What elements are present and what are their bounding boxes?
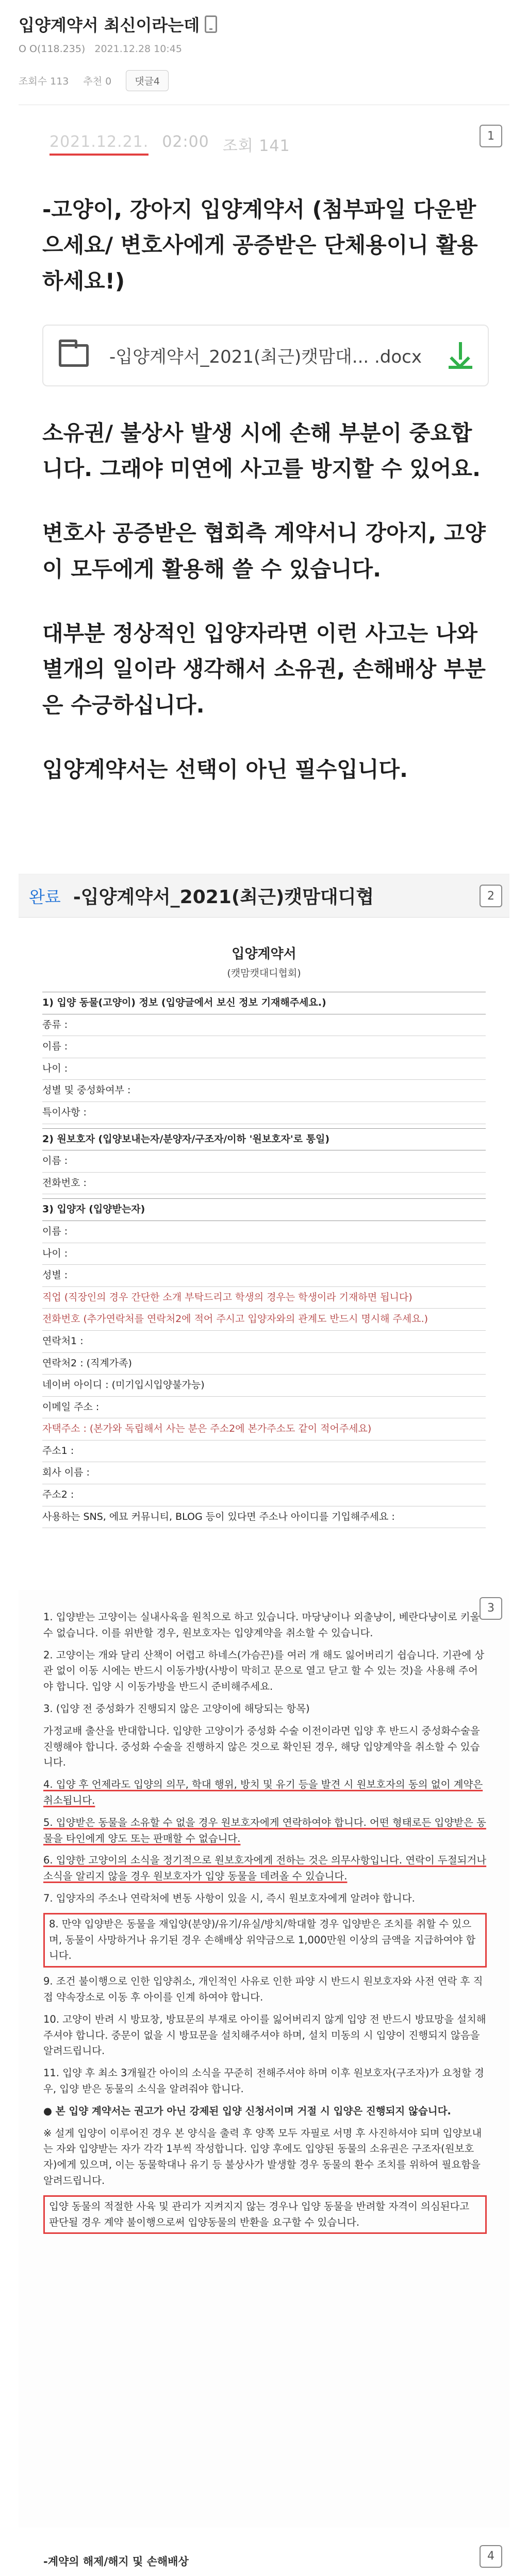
- likes-count: 추천 0: [83, 76, 112, 87]
- form-row: 네이버 아이디 : (미기입시입양불가능): [42, 1375, 486, 1397]
- paragraph-notary: 변호사 공증받은 협회측 계약서니 강아지, 고양이 모두에게 활용해 쓸 수 있습니다.: [42, 520, 486, 582]
- form-row: 나이 :: [42, 1058, 486, 1080]
- clause-text: 1. 입양받는 고양이는 실내사육을 원칙으로 하고 있습니다. 마당냥이나 외출냥이, 베란다냥이로 키울 수 없습니다. 이를 위반할 경우, 원보호자는 입양계약을 취소할 수 있습니다.: [43, 1611, 480, 1639]
- form-row: 특이사항 :: [42, 1102, 486, 1124]
- embedded-image-2[interactable]: [19, 874, 509, 1580]
- paragraph-adopters: 대부분 정상적인 입양자라면 이런 사고는 나와 별개의 일이라 생각해서 소유권, 손해배상 부분은 수긍하십니다.: [42, 621, 486, 718]
- clause: [43, 2195, 487, 2234]
- clause: [43, 1891, 487, 1907]
- paragraph-ownership: 소유권/ 불상사 발생 시에 손해 부분이 중요합니다. 그래야 미연에 사고를 방지할 수 있어요.: [42, 420, 481, 482]
- clause: [43, 2065, 487, 2097]
- form-row: 1) 입양 동물(고양이) 정보 (입양글에서 보신 정보 기재해주세요.): [42, 992, 486, 1014]
- attachment-card[interactable]: [42, 325, 489, 386]
- post-meta: [19, 43, 509, 55]
- document-viewer-bar: [19, 874, 509, 918]
- form-row: 이름 :: [42, 1036, 486, 1058]
- mobile-icon: [205, 15, 217, 33]
- clause-text: 10. 고양이 반려 시 방묘창, 방묘문의 부재로 아이를 잃어버리지 않게 입양 전 반드시 방묘망을 설치해주셔야 합니다. 중문이 없을 시 방묘문을 설치해주셔야 하며, 설치 미동의 시 입양이 진행되지 않음을 알려드립니다.: [43, 2013, 486, 2057]
- paragraph-required: 입양계약서는 선택이 아닌 필수입니다.: [42, 756, 408, 782]
- comments-button[interactable]: 댓글4: [126, 70, 169, 91]
- clause-text: 6. 입양한 고양이의 소식을 정기적으로 원보호자에게 전하는 것은 의무사항입니다. 연락이 두절되거나 소식을 알리지 않을 경우 원보호자가 입양 동물을 데려올 수 있습니다.: [43, 1854, 487, 1883]
- image-index-badge[interactable]: 4: [480, 2545, 502, 2568]
- contract-form: [42, 943, 486, 1528]
- post-header: [0, 0, 528, 105]
- paragraph-intro: -고양이, 강아지 입양계약서 (첨부파일 다운받으세요/ 변호사에게 공증받은 단체용이니 활용하세요!): [42, 197, 478, 294]
- clause: [43, 1815, 487, 1847]
- clause-text: 가정교배 출산을 반대합니다. 입양한 고양이가 중성화 수술 이전이라면 입양 후 반드시 중성화수술을 진행해야 합니다. 중성화 수술을 진행하지 않은 것으로 확인된 경우, 해당 입양계약을 취소할 수 있습니다.: [43, 1724, 480, 1769]
- clause-text: 4. 입양 후 언제라도 입양의 의무, 학대 행위, 방치 및 유기 등을 발견 시 원보호자의 동의 없이 계약은 취소됩니다.: [43, 1778, 483, 1806]
- form-row: 주소2 :: [42, 1484, 486, 1506]
- clause: [43, 1974, 487, 2006]
- form-row: 3) 입양자 (입양받는자): [42, 1198, 486, 1221]
- clause: [43, 1723, 487, 1771]
- clause: [43, 2012, 487, 2059]
- form-row: 전화번호 :: [42, 1173, 486, 1195]
- embedded-image-4[interactable]: [19, 2538, 509, 2576]
- embedded-image-1[interactable]: [19, 117, 509, 870]
- clause: [43, 2126, 487, 2189]
- post-title: [19, 12, 509, 36]
- clause-text: 입양 동물의 적절한 사육 및 관리가 지켜지지 않는 경우나 입양 동물을 반려할 자격이 의심된다고 판단될 경우 계약 불이행으로써 입양동물의 반환을 요구할 수 있습니다.: [49, 2200, 470, 2228]
- form-row: 연락처2 : (직계가족): [42, 1353, 486, 1375]
- form-row: 사용하는 SNS, 에묘 커뮤니티, BLOG 등이 있다면 주소나 아이디를 기입해주세요 :: [42, 1506, 486, 1529]
- clause: [43, 1777, 487, 1809]
- clause-text: 3. (입양 전 중성화가 진행되지 않은 고양이에 해당되는 항목): [43, 1702, 310, 1715]
- form-row: 2) 원보호자 (입양보내는자/분양자/구조자/이하 '원보호자'로 통일): [42, 1128, 486, 1151]
- post-author[interactable]: O O(118.235): [19, 43, 86, 55]
- termination-section-title: -계약의 해제/해지 및 손해배상: [43, 2555, 189, 2568]
- form-row: 성별 및 중성화여부 :: [42, 1080, 486, 1102]
- clause: [43, 1701, 487, 1717]
- clause-text: 8. 만약 입양받은 동물을 재입양(분양)/유기/유실/방치/학대할 경우 입양받은 조치를 취할 수 있으며, 동물이 사망하거나 유기된 경우 손해배상 위약금으로 1,000만원 이상의 금액을 지급하여야 합니다.: [49, 1918, 476, 1962]
- form-row: 종류 :: [42, 1014, 486, 1037]
- clause-text: 11. 입양 후 최소 3개월간 아이의 소식을 꾸준히 전해주셔야 하며 이후 원보호자(구조자)가 요청할 경우, 입양 받은 동물의 소식을 알려줘야 합니다.: [43, 2067, 485, 2095]
- clause: [43, 1853, 487, 1885]
- image-index-badge[interactable]: 1: [480, 125, 502, 147]
- image-index-badge[interactable]: 2: [480, 885, 502, 907]
- form-row: 이름 :: [42, 1150, 486, 1173]
- post-title-text: 입양계약서 최신이라는데: [19, 15, 200, 35]
- screenshot-timestamp: [19, 117, 509, 156]
- views-count: 조회수 113: [19, 76, 69, 87]
- form-row: 이름 :: [42, 1221, 486, 1243]
- clause: [43, 1648, 487, 1695]
- form-subtitle: (캣맘캣대디협회): [227, 968, 301, 979]
- form-row: 전화번호 (추가연락처를 연락처2에 적어 주시고 입양자와의 관계도 반드시 명시해 주세요.): [42, 1309, 486, 1331]
- done-button[interactable]: 완료: [29, 887, 61, 907]
- clause-text: 7. 입양자의 주소나 연락처에 변동 사항이 있을 시, 즉시 원보호자에게 알려야 합니다.: [43, 1892, 415, 1904]
- clause-text: 2. 고양이는 개와 달리 산책이 어렵고 하네스(가슴끈)를 여러 개 해도 잃어버리기 쉽습니다. 기관에 상관 없이 이동 시에는 반드시 이동가방(사방이 막히고 문으로 열고 닫고 할 수 있는 것)을 사용해 주어야 합니다. 입양 시 이동가방을 반드시 준비해주세요.: [43, 1649, 485, 1693]
- form-row: 주소1 :: [42, 1440, 486, 1463]
- form-row: 이메일 주소 :: [42, 1397, 486, 1419]
- form-title: 입양계약서: [232, 946, 296, 962]
- clause-text: ● 본 입양 계약서는 권고가 아닌 강제된 입양 신청서이며 거절 시 입양은 진행되지 않습니다.: [43, 2105, 451, 2117]
- form-row: 자택주소 : (본가와 독립해서 사는 분은 주소2에 본가주소도 같이 적어주세요): [42, 1418, 486, 1440]
- form-row: 직업 (직장인의 경우 간단한 소개 부탁드리고 학생의 경우는 학생이라 기재하면 됩니다): [42, 1287, 486, 1309]
- contract-clauses: [43, 1609, 487, 2234]
- post-datetime: 2021.12.28 10:45: [94, 43, 182, 55]
- clause-text: 5. 입양받은 동물을 소유할 수 없을 경우 원보호자에게 연락하여야 합니다. 어떤 형태로든 입양받은 동물을 타인에게 양도 또는 판매할 수 없습니다.: [43, 1816, 486, 1844]
- post-stats: [19, 70, 509, 91]
- timestamp-views: 조회 141: [222, 137, 290, 155]
- attachment-filename: -입양계약서_2021(최근)캣맘대... .docx: [109, 347, 422, 368]
- embedded-image-3[interactable]: [19, 1590, 509, 2528]
- image-index-badge[interactable]: 3: [480, 1597, 502, 1620]
- download-icon[interactable]: [449, 342, 472, 369]
- clause-text: 9. 조건 불이행으로 인한 입양취소, 개인적인 사유로 인한 파양 시 반드시 원보호자와 사전 연락 후 직접 약속장소로 이동 후 아이를 인계 하여야 합니다.: [43, 1975, 483, 2003]
- clause: [43, 2104, 487, 2120]
- form-rows: [42, 992, 486, 1528]
- clause: [43, 1913, 487, 1968]
- viewer-title: -입양계약서_2021(최근)캣맘대디협: [73, 887, 374, 908]
- form-row: 연락처1 :: [42, 1331, 486, 1353]
- clause-text: ※ 설게 입양이 이루어진 경우 본 양식을 출력 후 양쪽 모두 자필로 서명 후 사진하셔야 되며 입양보내는 자와 입양받는 자가 각각 1부씩 작성합니다. 입양 후에도 입양된 동물의 소유권은 구조자(원보호자)에게 있으며, 이는 동물학대나 유기 등 불상사가 발생할 경우 동물의 환수 조치를 위하여 필요함을 알려드립니다.: [43, 2127, 482, 2187]
- timestamp-date: 2021.12.21.: [50, 133, 148, 156]
- clause: [43, 1609, 487, 1641]
- form-row: 성별 :: [42, 1265, 486, 1287]
- timestamp-time: 02:00: [162, 133, 209, 151]
- form-row: 회사 이름 :: [42, 1462, 486, 1484]
- folder-icon: [59, 344, 89, 367]
- form-row: 나이 :: [42, 1243, 486, 1265]
